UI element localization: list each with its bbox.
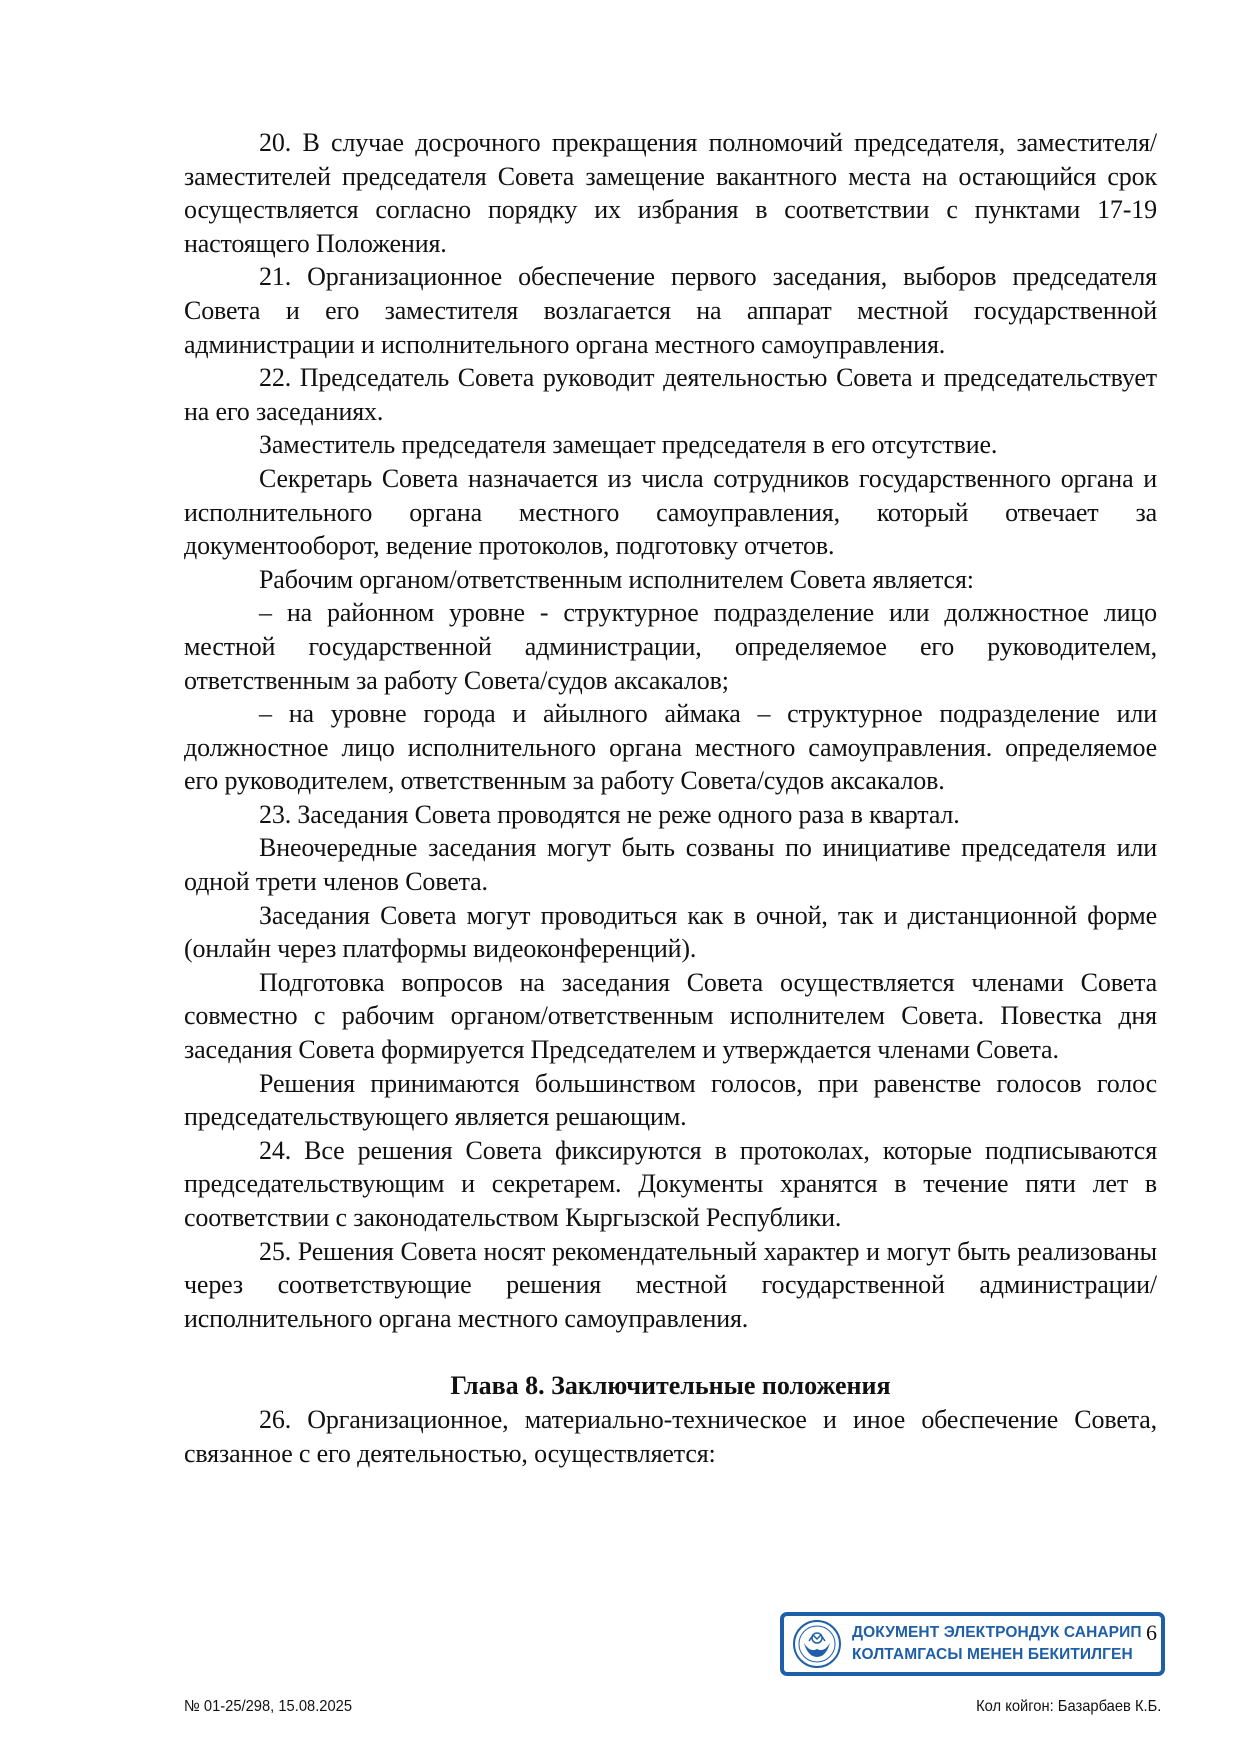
paragraph-23: 23. Заседания Совета проводятся не реже одного раза в квартал. [259, 799, 960, 829]
digital-signature-stamp [780, 1612, 1165, 1676]
paragraph-24: 24. Все решения Совета фиксируются в протоколах, которые подписываются председательствующим и секретарем. Документы хранятся в течение пяти лет в соответствии с законодательством Кыргызской Республики. [184, 1135, 1157, 1232]
paragraph-25: 25. Решения Совета носят рекомендательный характер и могут быть реализованы через соответствующие решения местной государственной администрации/исполнительного органа местного самоуправления. [184, 1236, 1157, 1333]
paragraph-20: 20. В случае досрочного прекращения полномочий председателя, заместителя/заместителей председателя Совета замещение вакантного места на остающийся срок осуществляется согласно порядку их избрания в соответствии с пунктами 17-19 настоящего Положения. [184, 128, 1157, 258]
page-number: 6 [1146, 1620, 1157, 1645]
paragraph-secretary: Секретарь Совета назначается из числа сотрудников государственного органа и исполнительного органа местного самоуправления, который отвечает за документооборот, ведение протоколов, подготовку отчетов. [184, 463, 1157, 561]
paragraph-22: 22. Председатель Совета руководит деятельностью Совета и председательствует на его заседаниях. [184, 363, 1157, 426]
chapter-heading: Глава 8. Заключительные положения [450, 1371, 891, 1401]
document-body [184, 126, 1157, 1470]
paragraph-21: 21. Организационное обеспечение первого заседания, выборов председателя Совета и его заместителя возлагается на аппарат местной государственной администрации и исполнительного органа местного самоуправления. [184, 262, 1157, 359]
state-emblem-icon [792, 1619, 842, 1669]
document-number: № 01-25/298, 15.08.2025 [184, 1698, 353, 1715]
paragraph-agenda: Подготовка вопросов на заседания Совета осуществляется членами Совета совместно с рабочим органом/ответственным исполнителем Совета. Повестка дня заседания Совета формируется Председателем и утверждается членами Совета. [184, 967, 1157, 1065]
list-item-city-level: – на уровне города и айылного аймака – структурное подразделение или должностное лицо исполнительного органа местного самоуправления. определяемое его руководителем, ответственным за работу Совета/судов аксакалов. [184, 699, 1157, 796]
stamp-line-2: КОЛТАМГАСЫ МЕНЕН БЕКИТИЛГЕН [852, 1646, 1133, 1663]
list-item-district-level: – на районном уровне - структурное подразделение или должностное лицо местной государственной администрации, определяемое его руководителем, ответственным за работу Совета/судов аксакалов; [184, 598, 1157, 695]
stamp-line-1: ДОКУМЕНТ ЭЛЕКТРОНДУК САНАРИП [852, 1624, 1142, 1641]
paragraph-working-body: Рабочим органом/ответственным исполнителем Совета является: [259, 564, 974, 594]
paragraph-deputy: Заместитель председателя замещает председателя в его отсутствие. [259, 430, 998, 460]
stamp-text [852, 1622, 1142, 1666]
paragraph-26: 26. Организационное, материально-техническое и иное обеспечение Совета, связанное с его деятельностью, осуществляется: [184, 1404, 1157, 1468]
signed-by: Кол койгон: Базарбаев К.Б. [975, 1698, 1161, 1715]
paragraph-decisions: Решения принимаются большинством голосов, при равенстве голосов голос председательствующего является решающим. [184, 1068, 1157, 1132]
paragraph-meeting-format: Заседания Совета могут проводиться как в очной, так и дистанционной форме (онлайн через платформы видеоконференций). [184, 900, 1157, 964]
paragraph-extraordinary-meetings: Внеочередные заседания могут быть созваны по инициативе председателя или одной трети членов Совета. [184, 833, 1157, 897]
